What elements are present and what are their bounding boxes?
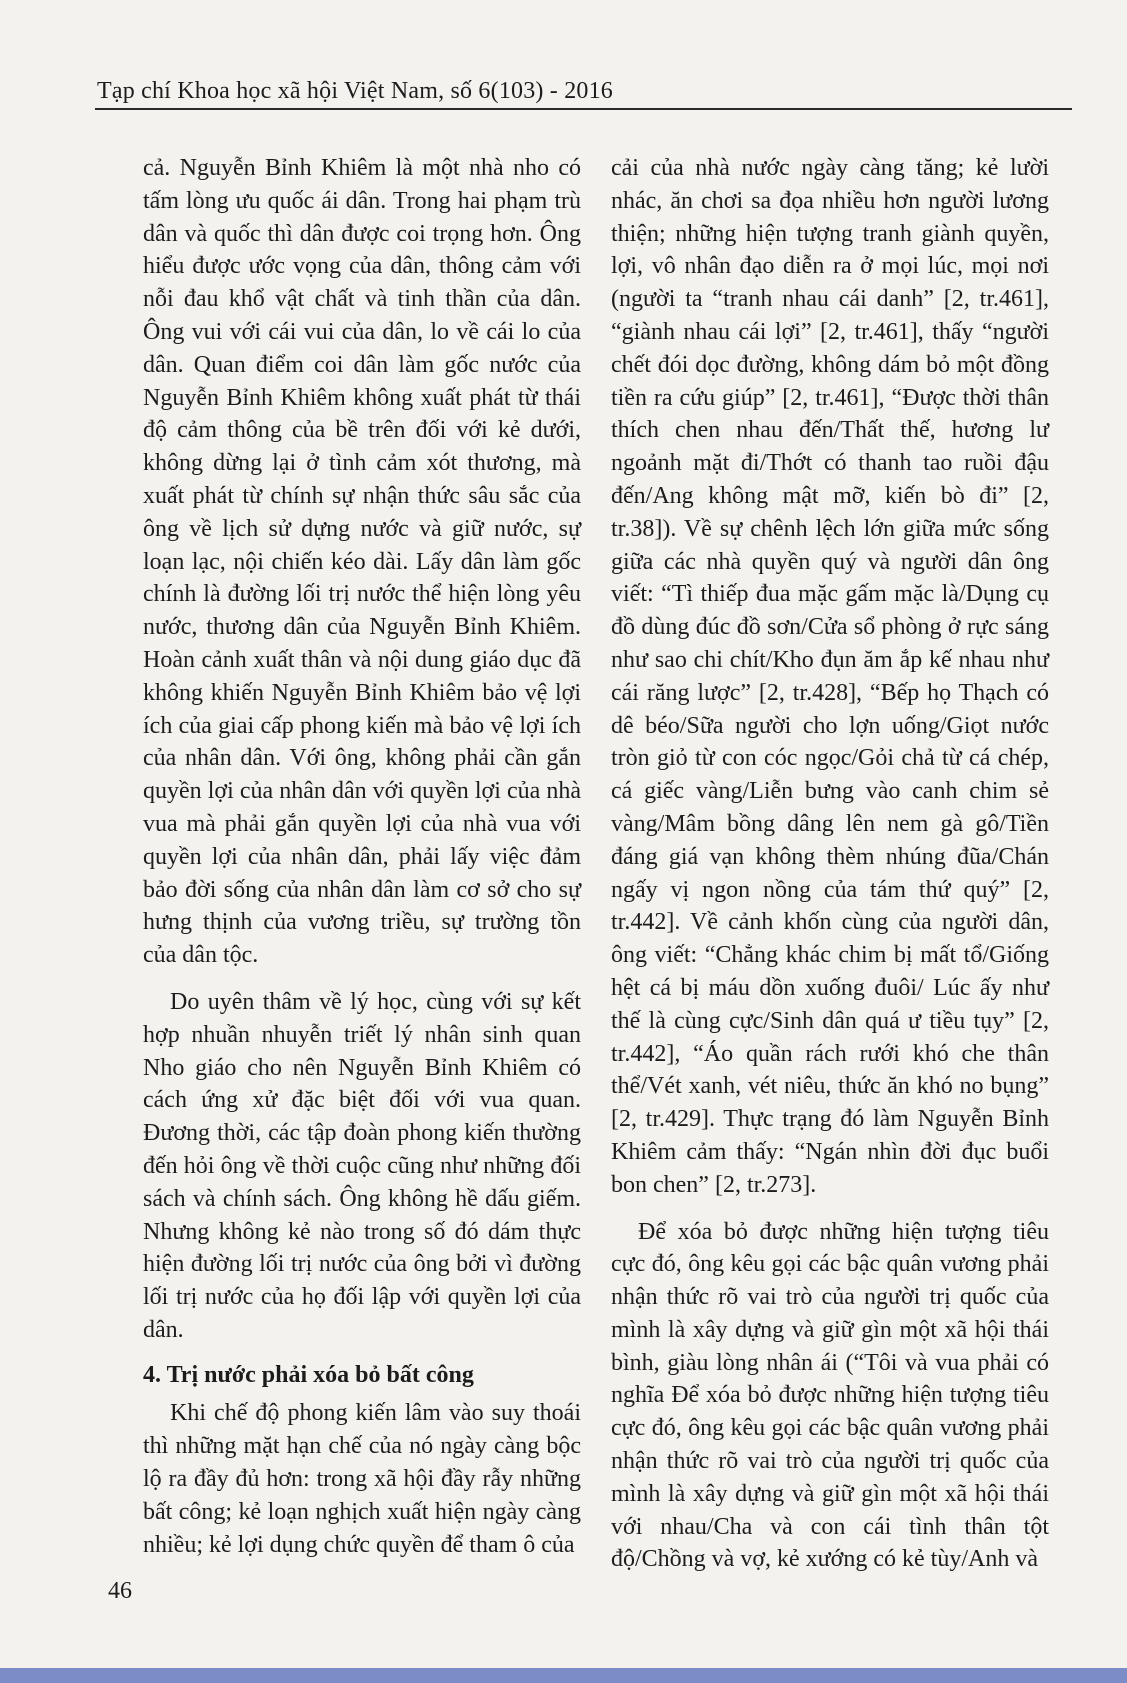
running-header: Tạp chí Khoa học xã hội Việt Nam, số 6(103) - 2016 [97, 78, 614, 104]
left-paragraph-1: cả. Nguyễn Bỉnh Khiêm là một nhà nho có tấm lòng ưu quốc ái dân. Trong hai phạm trù dân và quốc thì dân được coi trọng hơn. Ông hiểu được ước vọng của dân, thông cảm với nỗi đau khổ vật chất và tinh thần của dân. Ông vui với cái vui của dân, lo về cái lo của dân. Quan điểm coi dân làm gốc nước của Nguyễn Bỉnh Khiêm không xuất phát từ thái độ cảm thông của bề trên đối với kẻ dưới, không dừng lại ở tình cảm xót thương, mà xuất phát từ chính sự nhận thức sâu sắc của ông về lịch sử dựng nước và giữ nước, sự loạn lạc, nội chiến kéo dài. Lấy dân làm gốc chính là đường lối trị nước thể hiện lòng yêu nước, thương dân của Nguyễn Bỉnh Khiêm. Hoàn cảnh xuất thân và nội dung giáo dục đã không khiến Nguyễn Bỉnh Khiêm bảo vệ lợi ích của giai cấp phong kiến mà bảo vệ lợi ích của nhân dân. Với ông, không phải cần gắn quyền lợi của nhân dân với quyền lợi của nhà vua mà phải gắn quyền lợi của nhà vua với quyền lợi của nhân dân, phải lấy việc đảm bảo đời sống của nhân dân làm cơ sở cho sự hưng thịnh của vương triều, sự trường tồn của dân tộc. [143, 155, 581, 969]
right-column [611, 152, 1049, 1576]
footer-bar [0, 1668, 1127, 1683]
right-paragraph-2: Để xóa bỏ được những hiện tượng tiêu cực đó, ông kêu gọi các bậc quân vương phải nhận thức rõ vai trò của người trị quốc của mình là xây dựng và giữ gìn một xã hội thái bình, giàu lòng nhân ái (“Tôi và vua phải có nghĩa Để xóa bỏ được những hiện tượng tiêu cực đó, ông kêu gọi các bậc quân vương phải nhận thức rõ vai trò của người trị quốc của mình là xây dựng và giữ gìn một xã hội thái với nhau/Cha và con cái tình thân tột độ/Chồng và vợ, kẻ xướng có kẻ tùy/Anh và [611, 1218, 1049, 1573]
left-paragraph-3: Khi chế độ phong kiến lâm vào suy thoái thì những mặt hạn chế của nó ngày càng bộc lộ ra đầy đủ hơn: trong xã hội đầy rẫy những bất công; kẻ loạn nghịch xuất hiện ngày càng nhiều; kẻ lợi dụng chức quyền để tham ô của [143, 1400, 581, 1558]
left-column [143, 152, 581, 1561]
page-number: 46 [108, 1578, 132, 1604]
section-heading: 4. Trị nước phải xóa bỏ bất công [143, 1361, 474, 1388]
left-paragraph-2: Do uyên thâm về lý học, cùng với sự kết hợp nhuần nhuyễn triết lý nhân sinh quan Nho giáo cho nên Nguyễn Bỉnh Khiêm có cách ứng xử đặc biệt đối với vua quan. Đương thời, các tập đoàn phong kiến thường đến hỏi ông về thời cuộc cũng như những đối sách và chính sách. Ông không hề dấu giếm. Nhưng không kẻ nào trong số đó dám thực hiện đường lối trị nước của ông bởi vì đường lối trị nước của họ đối lập với quyền lợi của dân. [143, 988, 581, 1343]
right-paragraph-1: cải của nhà nước ngày càng tăng; kẻ lười nhác, ăn chơi sa đọa nhiều hơn người lương thiện; những hiện tượng tranh giành quyền, lợi, vô nhân đạo diễn ra ở mọi lúc, mọi nơi (người ta “tranh nhau cái danh” [2, tr.461], “giành nhau cái lợi” [2, tr.461], thấy “người chết đói dọc đường, không dám bỏ một đồng tiền ra cứu giúp” [2, tr.461], “Được thời thân thích chen nhau đến/Thất thế, hương lư ngoảnh mặt đi/Thớt có thanh tao ruồi đậu đến/Ang không mật mỡ, kiến bò đi” [2, tr.38]). Về sự chênh lệch lớn giữa mức sống giữa các nhà quyền quý và người dân ông viết: “Tì thiếp đua mặc gấm mặc là/Dụng cụ đồ dùng đúc đồ sơn/Cửa sổ phòng ở rực sáng như sao chi chít/Kho đụn ăm ắp kế nhau như cái răng lược” [2, tr.428], “Bếp họ Thạch có dê béo/Sữa người cho lợn uống/Giọt nước tròn giỏ từ con cóc ngọc/Gỏi chả từ cá chép, cá giếc vàng/Liễn bưng vào canh chim sẻ vàng/Mâm bồng dâng lên nem gà gô/Tiền đáng giá vạn không thèm nhúng đũa/Chán ngấy vị ngon nồng của tám thứ quý” [2, tr.442]. Về cảnh khốn cùng của người dân, ông viết: “Chẳng khác chim bị mất tổ/Giống hệt cá bị máu dồn xuống đuôi/ Lúc ấy như thế là cùng cực/Sinh dân quá ư tiều tụy” [2, tr.442], “Áo quần rách rưới khó che thân thể/Vét xanh, vét niêu, thức ăn khó no bụng” [2, tr.429]. Thực trạng đó làm Nguyễn Bỉnh Khiêm cảm thấy: “Ngán nhìn đời đục buổi bon chen” [2, tr.273]. [611, 155, 1049, 1198]
header-rule [95, 108, 1072, 110]
